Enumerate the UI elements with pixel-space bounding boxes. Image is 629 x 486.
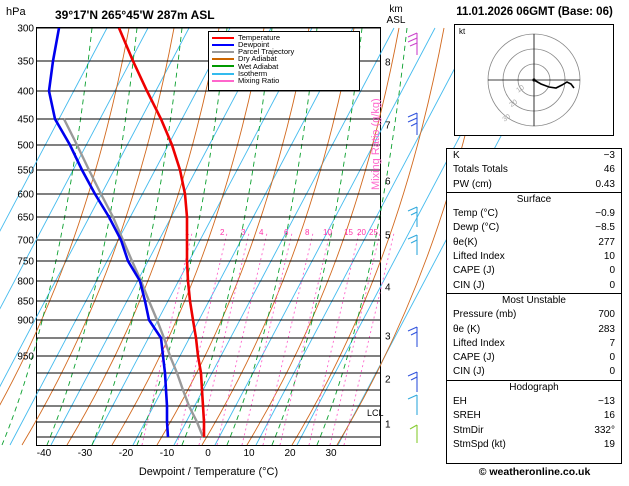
legend-label-temperature: Temperature xyxy=(238,32,281,42)
wind-barb-550 xyxy=(408,235,417,255)
legend-item-dry-adiabat xyxy=(212,56,356,63)
index-key-pw: PW (cm) xyxy=(453,178,492,190)
index-row-surface-temp xyxy=(447,207,621,221)
xtick--20: -20 xyxy=(118,448,134,459)
x-axis-label: Dewpoint / Temperature (°C) xyxy=(138,466,279,478)
ytick-850: 850 xyxy=(17,296,34,308)
wind-barb-700 xyxy=(408,327,417,347)
mixing-ratio-axis-label: Mixing Ratio (g/kg) xyxy=(370,98,382,190)
wind-barb-500 xyxy=(408,207,417,227)
legend-label-parcel: Parcel Trajectory xyxy=(238,47,295,57)
mixing-ratio-value-labels xyxy=(185,228,378,237)
ytick-750: 750 xyxy=(17,256,34,268)
index-row-mu-pressure xyxy=(447,308,621,322)
credit-label: © weatheronline.co.uk xyxy=(478,466,591,478)
wind-barb-950 xyxy=(410,425,417,443)
legend-label-wet-adiabat: Wet Adiabat xyxy=(238,61,279,71)
xtick--10: -10 xyxy=(159,448,175,459)
kmtick-8: 8 xyxy=(385,57,391,69)
hodograph-box xyxy=(454,24,614,136)
index-row-surface-thetae xyxy=(447,236,621,250)
index-value-stmdir: 332° xyxy=(594,424,615,436)
index-key-stmspd: StmSpd (kt) xyxy=(453,438,506,450)
legend-item-parcel xyxy=(212,48,356,55)
xtick-20: 20 xyxy=(284,448,296,459)
height-unit-asl: ASL xyxy=(386,15,406,26)
ytick-950: 950 xyxy=(17,351,34,363)
parcel-trajectory-line xyxy=(64,119,203,437)
index-value-surface-dewp: −8.5 xyxy=(595,222,615,234)
index-key-stmdir: StmDir xyxy=(453,424,484,436)
svg-text:2: 2 xyxy=(220,228,225,237)
svg-text:20: 20 xyxy=(357,228,366,237)
index-value-pw: 0.43 xyxy=(595,178,615,190)
index-row-sreh xyxy=(447,409,621,423)
legend-swatch-isotherm xyxy=(212,73,234,75)
wind-barb-300 xyxy=(408,33,417,55)
index-row-k xyxy=(447,149,621,163)
legend-label-dewpoint: Dewpoint xyxy=(238,40,270,50)
legend-swatch-dewpoint xyxy=(212,44,234,46)
svg-text:20: 20 xyxy=(508,98,519,109)
svg-text:4: 4 xyxy=(259,228,264,237)
ytick-700: 700 xyxy=(17,235,34,247)
index-key-mu-pressure: Pressure (mb) xyxy=(453,309,517,321)
section-header-surface: Surface xyxy=(447,192,621,207)
index-row-stmdir xyxy=(447,424,621,438)
lcl-label: LCL xyxy=(367,408,384,418)
legend-label-mixing-ratio: Mixing Ratio xyxy=(238,75,280,85)
index-value-mu-li: 7 xyxy=(609,337,615,349)
legend-box xyxy=(208,31,360,91)
index-row-totals-totals xyxy=(447,163,621,177)
run-title: 11.01.2026 06GMT (Base: 06) xyxy=(456,6,613,18)
index-key-surface-dewp: Dewp (°C) xyxy=(453,222,500,234)
index-row-surface-li xyxy=(447,250,621,264)
kmtick-3: 3 xyxy=(385,331,391,343)
legend-item-temperature xyxy=(212,34,356,41)
index-row-surface-dewp xyxy=(447,221,621,235)
ytick-350: 350 xyxy=(17,56,34,68)
ytick-300: 300 xyxy=(17,23,34,35)
ytick-600: 600 xyxy=(17,189,34,201)
kmtick-7: 7 xyxy=(385,120,391,132)
wind-barb-850 xyxy=(408,395,417,415)
index-key-totals-totals: Totals Totals xyxy=(453,164,508,176)
index-value-surface-temp: −0.9 xyxy=(595,208,615,220)
index-value-eh: −13 xyxy=(598,396,615,408)
svg-text:10: 10 xyxy=(323,228,332,237)
xtick--30: -30 xyxy=(77,448,93,459)
index-row-mu-cin xyxy=(447,365,621,379)
height-unit-km: km xyxy=(389,4,403,15)
wind-barb-800 xyxy=(408,372,417,392)
svg-text:3: 3 xyxy=(241,228,246,237)
index-value-mu-thetae: 283 xyxy=(598,323,615,335)
hodograph-unit-label: kt xyxy=(459,27,466,36)
index-key-mu-li: Lifted Index xyxy=(453,337,505,349)
index-key-surface-temp: Temp (°C) xyxy=(453,208,499,220)
height-axis-unit xyxy=(383,4,409,26)
section-header-most-unstable: Most Unstable xyxy=(447,293,621,308)
ytick-900: 900 xyxy=(17,315,34,327)
wind-barb-column xyxy=(404,27,430,446)
index-row-mu-thetae xyxy=(447,323,621,337)
index-value-surface-cin: 0 xyxy=(609,279,615,291)
ytick-800: 800 xyxy=(17,276,34,288)
index-row-eh xyxy=(447,395,621,409)
legend-label-dry-adiabat: Dry Adiabat xyxy=(238,54,277,64)
index-key-surface-li: Lifted Index xyxy=(453,251,505,263)
index-key-eh: EH xyxy=(453,396,467,408)
kmtick-5: 5 xyxy=(385,230,391,242)
hodograph-ring-labels xyxy=(492,84,535,123)
kmtick-1: 1 xyxy=(385,419,391,431)
svg-text:6: 6 xyxy=(284,228,289,237)
index-key-surface-thetae: θe(K) xyxy=(453,236,478,248)
index-value-surface-li: 10 xyxy=(603,251,615,263)
ytick-550: 550 xyxy=(17,165,34,177)
index-key-mu-cin: CIN (J) xyxy=(453,366,485,378)
skewt-plot-area xyxy=(17,23,381,459)
index-value-stmspd: 19 xyxy=(603,438,615,450)
svg-text:1: 1 xyxy=(185,228,190,237)
index-key-surface-cape: CAPE (J) xyxy=(453,265,495,277)
legend-swatch-dry-adiabat xyxy=(212,58,234,60)
svg-text:25: 25 xyxy=(369,228,378,237)
legend-item-wet-adiabat xyxy=(212,63,356,70)
index-value-mu-cape: 0 xyxy=(609,352,615,364)
index-key-mu-thetae: θe (K) xyxy=(453,323,481,335)
svg-text:8: 8 xyxy=(305,228,310,237)
index-key-surface-cin: CIN (J) xyxy=(453,279,485,291)
legend-item-mixing-ratio xyxy=(212,77,356,84)
index-value-mu-cin: 0 xyxy=(609,366,615,378)
kmtick-6: 6 xyxy=(385,176,391,188)
legend-item-isotherm xyxy=(212,70,356,77)
ytick-450: 450 xyxy=(17,114,34,126)
index-key-sreh: SREH xyxy=(453,410,481,422)
index-value-totals-totals: 46 xyxy=(603,164,615,176)
xtick-10: 10 xyxy=(243,448,255,459)
index-value-surface-thetae: 277 xyxy=(598,236,615,248)
index-row-mu-cape xyxy=(447,351,621,365)
section-header-hodograph: Hodograph xyxy=(447,380,621,395)
xtick-30: 30 xyxy=(325,448,337,459)
index-value-k: −3 xyxy=(603,150,615,161)
hodograph-origin-dot xyxy=(532,78,535,81)
index-row-mu-li xyxy=(447,337,621,351)
pressure-axis-unit: hPa xyxy=(6,6,26,18)
index-row-surface-cin xyxy=(447,279,621,293)
index-key-mu-cape: CAPE (J) xyxy=(453,352,495,364)
index-key-k: K xyxy=(453,150,460,161)
xtick--40: -40 xyxy=(36,448,52,459)
legend-label-isotherm: Isotherm xyxy=(238,68,268,78)
index-value-surface-cape: 0 xyxy=(609,265,615,277)
index-row-surface-cape xyxy=(447,264,621,278)
hodograph-trace xyxy=(534,80,574,88)
kmtick-4: 4 xyxy=(385,282,391,294)
ytick-400: 400 xyxy=(17,86,34,98)
legend-swatch-temperature xyxy=(212,37,234,39)
svg-text:15: 15 xyxy=(344,228,353,237)
kmtick-2: 2 xyxy=(385,374,391,386)
indices-table xyxy=(446,148,622,464)
svg-text:30: 30 xyxy=(501,113,513,124)
index-row-stmspd xyxy=(447,438,621,452)
index-value-mu-pressure: 700 xyxy=(598,309,615,321)
wind-barb-400 xyxy=(408,113,417,135)
station-title: 39°17'N 265°45'W 287m ASL xyxy=(55,8,215,22)
ytick-650: 650 xyxy=(17,212,34,224)
xtick-0: 0 xyxy=(205,448,211,459)
index-value-sreh: 16 xyxy=(603,410,615,422)
ytick-500: 500 xyxy=(17,140,34,152)
svg-text:10: 10 xyxy=(515,84,526,95)
legend-swatch-mixing-ratio xyxy=(212,80,234,82)
index-row-pw xyxy=(447,178,621,192)
legend-swatch-parcel xyxy=(212,51,234,53)
right-panel xyxy=(440,0,629,486)
hodograph-svg xyxy=(455,25,613,135)
legend-swatch-wet-adiabat xyxy=(212,65,234,67)
